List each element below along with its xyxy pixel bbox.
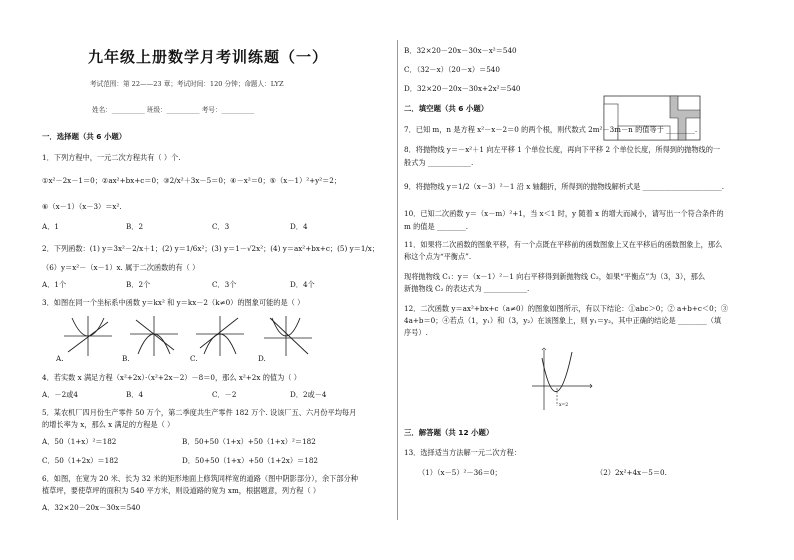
column-divider (397, 40, 398, 520)
q12-line-c: 序号）. (404, 328, 428, 337)
q11-line-b: 称这个点为“平衡点”. (404, 252, 472, 261)
section-1-heading: 一．选择题（共 6 小题） (42, 132, 127, 141)
q4-option-d: D．2或－4 (290, 390, 327, 399)
q12-line-a: 12．二次函数 y＝ax²+bx+c（a≠0）的图象如图所示，有以下结论：①abc＞0；② a+b+c＜0；③ (404, 304, 729, 313)
q3-option-d: D. (258, 354, 266, 363)
q3-stem: 3．如图在同一个坐标系中函数 y＝kx² 和 y＝kx－2（k≠0）的图象可能的是（ ） (42, 298, 305, 307)
q3-option-c: C. (190, 354, 198, 363)
q12-line-b: 4a+b＝0；④若点（1，y₁）和（3，y₂）在该图象上，则 y₁＝y₂，其中正确的结论是 ________（填 (404, 316, 722, 325)
q1-line-b: ⑥（x－1）（x－3）＝x². (42, 202, 122, 211)
q7-stem: 7．已知 m，n 是方程 x²－x－2＝0 的两个根，则代数式 2m²－3m－n 的值等于 ________. (404, 125, 698, 134)
q13-part-1: （1）（x－5）²－36＝0； (418, 468, 502, 477)
q4-stem: 4．若实数 x 满足方程（x²+2x）·（x²+2x－2）－8＝0，那么 x²+2x 的值为（ ） (42, 373, 301, 382)
section-3-heading: 三．解答题（共 12 小题） (404, 428, 494, 437)
q2-line-a: 2．下列函数：(1) y＝3x²－2/x＋1；(2) y＝1/6x²；(3) y＝1－√2x²；(4) y＝ax²+bx+c；(5) y＝1/x； (42, 244, 380, 253)
q4-option-c: C．－2 (212, 390, 237, 399)
q1-option-d: D．4 (290, 222, 308, 231)
q1-option-b: B．2 (126, 222, 144, 231)
q6-option-b: B．32×20－20x－30x－x²＝540 (404, 46, 517, 55)
q11-line-a: 11．如果将二次函数的图象平移，有一个点既在平移前的函数图象上又在平移后的函数图象上，那么 (404, 240, 723, 249)
q5-option-b: B．50+50（1+x）+50（1+x）²＝182 (182, 437, 316, 446)
page-title: 九年级上册数学月考训练题（一） (88, 48, 329, 66)
q10-line-a: 10．已知二次函数 y＝（x－m）²+1，当 x＜1 时，y 随着 x 的增大而减小，请写出一个符合条件的 (404, 209, 724, 218)
q3-option-b: B. (122, 354, 130, 363)
q13-part-2: （2）2x²+4x－5＝0. (596, 468, 667, 477)
q2-option-a: A．1个 (42, 280, 67, 289)
q12-axis-label: x=2 (559, 403, 569, 408)
q6-option-c: C．（32－x）（20－x）＝540 (404, 65, 500, 74)
q1-line-a: ①x²－2x－1＝0；②ax²+bx+c＝0；③2/x²＋3x－5＝0；④－x²＝0；⑤（x－1）²+y²＝2； (42, 176, 342, 185)
q8-line-b: 般式为 ____________. (404, 158, 474, 167)
q9-stem: 9．将抛物线 y＝1/2（x－3）²－1 沿 x 轴翻折，所得到的抛物线解析式是 ______________________. (404, 182, 724, 191)
q6-line-a: 6．如图，在宽为 20 米、长为 32 米的矩形地面上修筑同样宽的道路（图中阴影部分），余下部分种 (42, 474, 358, 483)
q10-line-b: m 的值是 ________. (404, 222, 468, 231)
q3-graph-c (194, 314, 246, 356)
q12-parabola-figure (530, 348, 594, 412)
q3-graph-b (128, 314, 180, 356)
q5-line-a: 5．某农机厂四月份生产零件 50 万个，第二季度共生产零件 182 万个. 设该厂五、六月份平均每月 (42, 408, 357, 417)
section-2-heading: 二．填空题（共 6 小题） (404, 104, 489, 113)
q1-option-a: A．1 (42, 222, 59, 231)
q6-option-d: D．32×20－20x－30x+2x²＝540 (404, 84, 521, 93)
student-info-line: 姓名：__________ 班级：__________ 考号：__________ (92, 106, 255, 114)
q2-line-b: （6）y＝x²－（x－1）x. 属于二次函数的有（ ） (42, 263, 200, 272)
exam-meta: 考试范围：第 22——23 章；考试时间：120 分钟；命题人：LYZ (90, 80, 284, 88)
q2-option-d: D．4个 (290, 280, 315, 289)
q1-option-c: C．3 (212, 222, 230, 231)
q4-option-a: A．－2或4 (42, 390, 78, 399)
q5-line-b: 的增长率为 x，那么 x 满足的方程是（ ） (42, 420, 175, 429)
q13-stem: 13．选择适当方法解一元二次方程： (404, 448, 521, 457)
q2-option-b: B．2个 (126, 280, 151, 289)
q8-line-a: 8．将抛物线 y＝－x²＋1 向左平移 1 个单位长度，再向下平移 2 个单位长度，所得到的抛物线的一 (404, 145, 721, 154)
q3-graph-d (262, 314, 314, 356)
q11-line-c: 现将抛物线 C₁：y＝（x－1）²－1 向右平移得到新抛物线 C₂，如果“平衡点”为（3，3），那么 (404, 272, 706, 281)
q3-graph-a (62, 314, 114, 356)
q5-option-d: D．50+50（1+x）+50（1+2x）＝182 (182, 456, 318, 465)
q5-option-c: C．50（1+2x）＝182 (42, 456, 119, 465)
q6-line-b: 植草坪，要使草坪的面积为 540 平方米，则设道路的宽为 xm，根据题意，列方程（ ） (42, 486, 321, 495)
q6-option-a: A．32×20－20x－30x＝540 (42, 503, 141, 512)
q2-option-c: C．3个 (212, 280, 237, 289)
q11-line-d: 新抛物线 C₂ 的表达式为 ____________. (404, 284, 530, 293)
q3-option-a: A. (56, 354, 64, 363)
q4-option-b: B．4 (126, 390, 144, 399)
q5-option-a: A．50（1+x）²＝182 (42, 437, 117, 446)
q1-stem: 1．下列方程中，一元二次方程共有（ ）个. (42, 153, 181, 162)
